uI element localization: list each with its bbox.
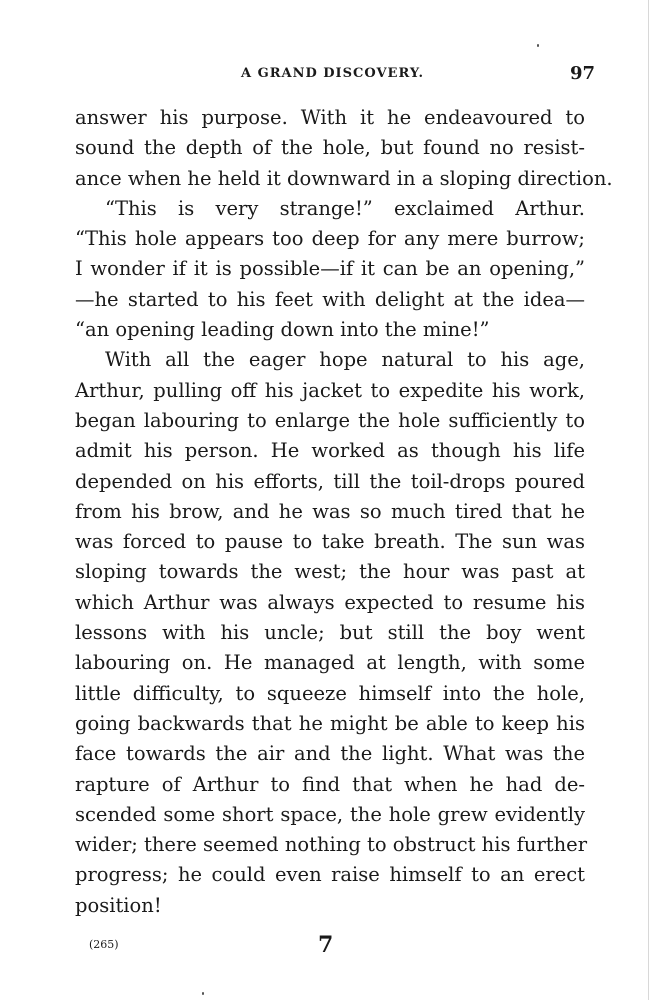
text-line: from his brow, and he was so much tired that he <box>75 499 585 523</box>
text-line: ance when he held it downward in a sloping direction. <box>75 166 613 190</box>
text-line: I wonder if it is possible—if it can be an opening,” <box>75 257 585 281</box>
text-line: Arthur, pulling off his jacket to expedite his work, <box>75 378 585 402</box>
text-line: “an opening leading down into the mine!” <box>75 318 490 342</box>
text-line: —he started to his feet with delight at the idea— <box>75 287 585 311</box>
text-line: progress; he could even raise himself to an erect <box>75 863 585 887</box>
print-speck <box>537 44 539 47</box>
text-line: sound the depth of the hole, but found no resist- <box>75 136 585 160</box>
text-line: admit his person. He worked as though his life <box>75 439 585 463</box>
text-line: labouring on. He managed at length, with some <box>75 651 585 675</box>
text-line: With all the eager hope natural to his age, <box>105 348 585 372</box>
text-line: began labouring to enlarge the hole sufficiently to <box>75 408 585 432</box>
body-text <box>75 103 613 921</box>
text-line: going backwards that he might be able to keep his <box>75 711 585 735</box>
printer-signature-mark: (265) <box>89 938 119 951</box>
text-line: face towards the air and the light. What was the <box>75 742 585 766</box>
text-line: sloping towards the west; the hour was past at <box>75 560 585 584</box>
text-line: depended on his efforts, till the toil-drops poured <box>75 469 585 493</box>
page-number: 97 <box>570 63 596 84</box>
text-line: answer his purpose. With it he endeavoured to <box>75 106 585 129</box>
page-footer <box>0 934 661 964</box>
text-line: wider; there seemed nothing to obstruct his further <box>75 833 588 857</box>
text-line: “This is very strange!” exclaimed Arthur. <box>105 196 585 220</box>
text-line: scended some short space, the hole grew evidently <box>75 802 585 826</box>
signature-number: 7 <box>318 932 334 958</box>
text-line: little difficulty, to squeeze himself into the hole, <box>75 681 585 705</box>
running-head: A GRAND DISCOVERY. <box>241 66 425 81</box>
text-line: “This hole appears too deep for any mere burrow; <box>75 227 585 251</box>
print-speck <box>202 992 204 995</box>
text-line: position! <box>75 893 162 917</box>
page-header <box>0 63 661 90</box>
text-line: rapture of Arthur to find that when he had de- <box>75 772 585 796</box>
text-line: lessons with his uncle; but still the boy went <box>75 621 585 645</box>
text-line: which Arthur was always expected to resume his <box>75 590 585 614</box>
page-edge-shadow <box>648 0 649 1000</box>
text-line: was forced to pause to take breath. The sun was <box>75 530 585 554</box>
